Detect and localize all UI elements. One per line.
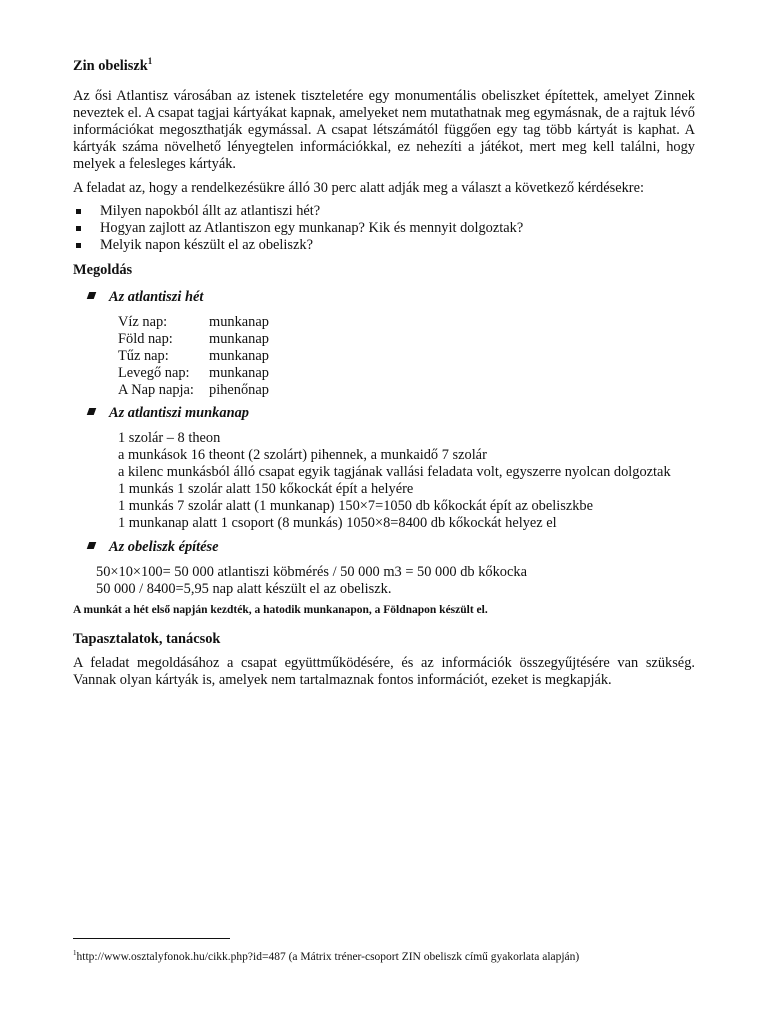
footnote-ref: 1: [147, 56, 153, 67]
bullet-icon: [87, 292, 97, 299]
list-item: Melyik napon készült el az obeliszk?: [73, 237, 695, 254]
square-bullet-icon: [76, 226, 81, 231]
workday-line: a kilenc munkásból álló csapat egyik tagjának vallási feladata volt, egyszerre nyolcan dolgoztak: [118, 464, 671, 480]
week-table: [118, 314, 269, 399]
building-heading: Az obeliszk építése: [73, 539, 695, 556]
tips-heading: Tapasztalatok, tanácsok: [73, 631, 221, 647]
table-row: Levegő nap: munkanap: [118, 365, 269, 381]
table-row: Víz nap: munkanap: [118, 314, 269, 330]
tips-paragraph: A feladat megoldásához a csapat együttműködésére, és az információk összegyűjtésére van szükség. Vannak olyan kártyák is, amelyek nem tartalmaznak fontos információt, ezeket is megkapják.: [73, 655, 695, 688]
conclusion: A munkát a hét első napján kezdték, a hatodik munkanapon, a Földnapon készült el.: [73, 604, 488, 616]
workday-heading: Az atlantiszi munkanap: [73, 405, 695, 422]
building-block: [96, 564, 695, 598]
list-item: Hogyan zajlott az Atlantiszon egy munkanap? Kik és mennyit dolgoztak?: [73, 220, 695, 237]
workday-line: a munkások 16 theont (2 szolárt) pihennek, a munkaidő 7 szolár: [118, 447, 487, 463]
document-body: [73, 58, 695, 689]
table-row: Tűz nap: munkanap: [118, 348, 269, 364]
footnote: [73, 950, 579, 964]
table-row: Föld nap: munkanap: [118, 331, 269, 347]
square-bullet-icon: [76, 209, 81, 214]
workday-block: [118, 430, 695, 532]
workday-line: 1 szolár – 8 theon: [118, 430, 221, 446]
solution-heading: Megoldás: [73, 262, 133, 278]
bullet-icon: [87, 408, 97, 415]
question-list: [73, 203, 695, 254]
workday-line: 1 munkanap alatt 1 csoport (8 munkás) 1050×8=8400 db kőkockát helyez el: [118, 515, 557, 531]
building-line: 50 000 / 8400=5,95 nap alatt készült el az obeliszk.: [96, 581, 392, 597]
task-paragraph: A feladat az, hogy a rendelkezésükre álló 30 perc alatt adják meg a választ a következő kérdésekre:: [73, 180, 644, 196]
footnote-text: http://www.osztalyfonok.hu/cikk.php?id=487 (a Mátrix tréner-csoport ZIN obeliszk című gyakorlata alapján): [76, 951, 580, 963]
page-title: [73, 58, 695, 75]
list-item: Milyen napokból állt az atlantiszi hét?: [73, 203, 695, 220]
week-heading: Az atlantiszi hét: [73, 289, 695, 306]
title-text: Zin obeliszk: [73, 58, 148, 74]
workday-line: 1 munkás 7 szolár alatt (1 munkanap) 150×7=1050 db kőkockát épít az obeliszkbe: [118, 498, 594, 514]
footnote-separator: [73, 938, 230, 939]
intro-paragraph: Az ősi Atlantisz városában az istenek tiszteletére egy monumentális obeliszket építettek, amelyet Zinnek neveztek el. A csapat tagjai kártyákat kapnak, amelyeket nem mutathatnak meg egymásnak, de a rajtuk lévő információkat megoszthatják egymással. A csapat létszámától függően egy tag több kártyát is kaphat. A kártyák száma növelhető lényegtelen információkkal, ez nehezíti a játékot, mert meg kell találni, hogy melyek a felesleges kártyák.: [73, 88, 695, 172]
building-line: 50×10×100= 50 000 atlantiszi köbmérés / 50 000 m3 = 50 000 db kőkocka: [96, 564, 527, 580]
bullet-icon: [87, 542, 97, 549]
workday-line: 1 munkás 1 szolár alatt 150 kőkockát épít a helyére: [118, 481, 414, 497]
square-bullet-icon: [76, 243, 81, 248]
table-row: A Nap napja: pihenőnap: [118, 382, 269, 398]
footnote-number: 1: [73, 949, 77, 958]
